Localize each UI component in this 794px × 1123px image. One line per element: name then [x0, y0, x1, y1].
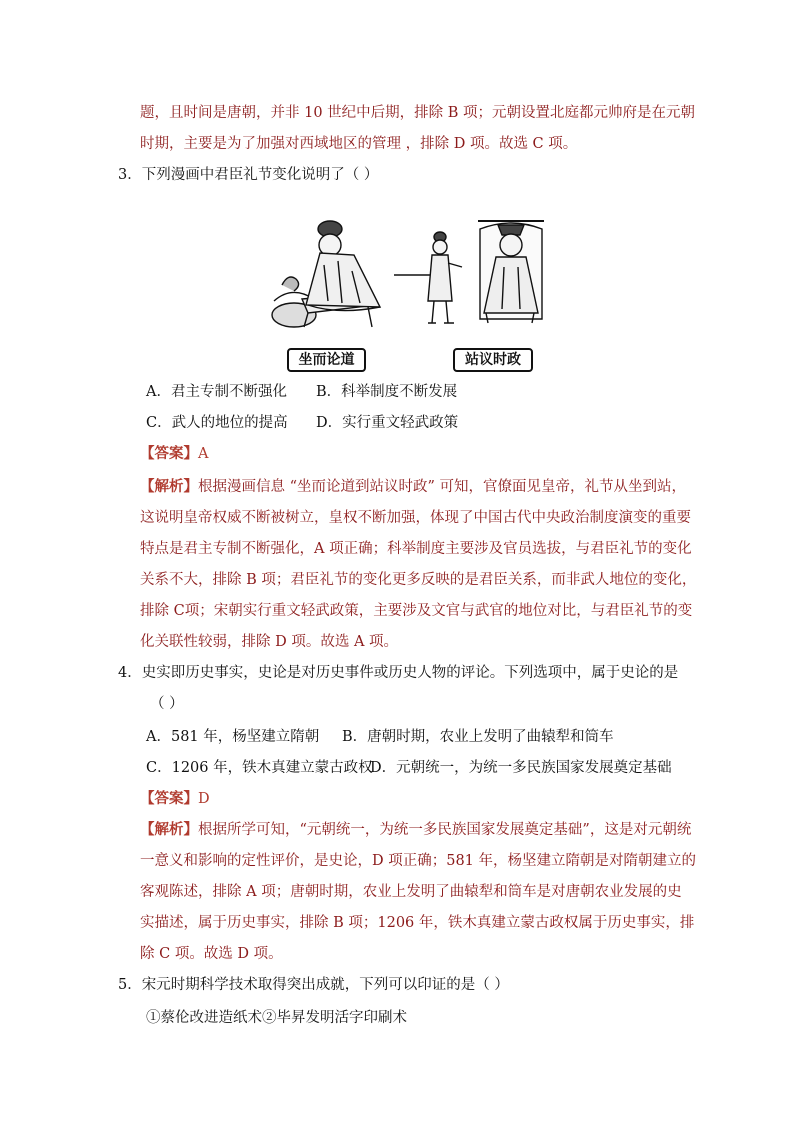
option-d: D．实行重文轻武政策	[316, 415, 459, 431]
answer-value: D	[198, 791, 210, 807]
analysis-text: 根据所学可知，“元朝统一，为统一多民族国家发展奠定基础”，这是对元朝统	[198, 822, 692, 838]
cartoon-figure	[268, 215, 552, 333]
analysis-text-line: 这说明皇帝权威不断被树立，皇权不断加强，体现了中国古代中央政治制度演变的重要	[140, 510, 691, 526]
caption-left: 坐而论道	[287, 348, 366, 372]
question-3-stem: 3．下列漫画中君臣礼节变化说明了（ ）	[118, 167, 379, 183]
analysis-text-line: 排除 C项；宋朝实行重文轻武政策，主要涉及文官与武官的地位对比，与君臣礼节的变	[140, 603, 693, 619]
question-5-items: ①蔡伦改进造纸术②毕昇发明活字印刷术	[146, 1010, 407, 1026]
analysis-text-line: 题，且时间是唐朝，并非 10 世纪中后期，排除 B 项；元朝设置北庭都元帅府是在元朝	[140, 105, 696, 121]
option-b: B．唐朝时期，农业上发明了曲辕犁和筒车	[342, 729, 614, 745]
answer-tag: 【答案】	[140, 445, 198, 462]
question-4-stem: 4．史实即历史事实，史论是对历史事件或历史人物的评论。下列选项中，属于史论的是	[118, 665, 679, 681]
analysis-tag: 【解析】	[140, 821, 198, 838]
analysis-text-line: 特点是君主专制不断强化，A 项正确；科举制度主要涉及官员选拔，与君臣礼节的变化	[140, 541, 692, 557]
option-c: C．武人的地位的提高	[146, 415, 288, 431]
question-5-stem: 5．宋元时期科学技术取得突出成就，下列可以印证的是（ ）	[118, 977, 509, 993]
answer-line	[140, 444, 208, 464]
option-a: A．581 年，杨坚建立隋朝	[146, 729, 320, 745]
analysis-text-line: 时期，主要是为了加强对西域地区的管理 ，排除 D 项。故选 C 项。	[140, 136, 578, 152]
question-4-blank: （ ）	[150, 696, 184, 712]
analysis-text-line: 实描述，属于历史事实，排除 B 项；1206 年，铁木真建立蒙古政权属于历史事实，排	[140, 915, 695, 931]
analysis-text-line: 关系不大，排除 B 项；君臣礼节的变化更多反映的是君臣关系，而非武人地位的变化，	[140, 572, 697, 588]
option-d: D．元朝统一，为统一多民族国家发展奠定基础	[370, 760, 672, 776]
option-b: B．科举制度不断发展	[316, 384, 458, 400]
analysis-text-line: 化关联性较弱，排除 D 项。故选 A 项。	[140, 634, 399, 650]
option-c: C．1206 年，铁木真建立蒙古政权	[146, 760, 373, 776]
analysis-text-line: 除 C 项。故选 D 项。	[140, 946, 283, 962]
analysis-tag: 【解析】	[140, 478, 198, 495]
analysis-line	[140, 820, 691, 840]
caption-right: 站议时政	[453, 348, 533, 372]
analysis-text: 根据漫画信息 “坐而论道到站议时政” 可知，官僚面见皇帝，礼节从坐到站，	[198, 479, 687, 495]
answer-line	[140, 789, 210, 809]
cartoon-illustration	[268, 215, 552, 333]
analysis-text-line: 一意义和影响的定性评价，是史论，D 项正确；581 年，杨坚建立隋朝是对隋朝建立的	[140, 853, 697, 869]
option-a: A．君主专制不断强化	[146, 384, 287, 400]
analysis-line	[140, 477, 686, 497]
answer-tag: 【答案】	[140, 790, 198, 807]
analysis-text-line: 客观陈述，排除 A 项；唐朝时期，农业上发明了曲辕犁和筒车是对唐朝农业发展的史	[140, 884, 682, 900]
answer-value: A	[198, 446, 209, 462]
